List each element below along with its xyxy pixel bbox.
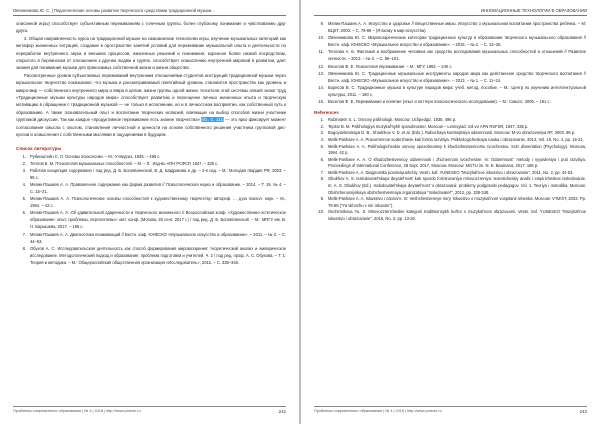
- references-en-list: [314, 117, 586, 223]
- reference-text: Rubinstein S. L. Osnovy psikhologii. Moscow: Uchpedgiz, 1935. 496 p.: [328, 117, 457, 123]
- reference-text: Мелик-Пашаев А. А. Психологические основы способностей к художественному творчеству: автореф. ... д-ра психол. наук. – М., 1994. – 42 с.: [30, 196, 286, 209]
- reference-item: [314, 176, 586, 196]
- reference-item: [16, 195, 286, 209]
- reference-item: [314, 34, 586, 48]
- right-page: [301, 0, 600, 424]
- reference-number: 10.: [318, 35, 324, 41]
- reference-number: 4.: [320, 136, 324, 142]
- reference-number: 13.: [318, 70, 324, 76]
- reference-item: [314, 20, 586, 34]
- reference-text: Рабочая концепция содержания / под ред. Д. Б. Богоявленской, В. Д. Шадрикова и др. – 2-е изд. – М.: Молодая гвардия РФ, 2003. – 95 с.: [30, 167, 286, 180]
- reference-number: 3.: [320, 130, 324, 136]
- reference-number: 12.: [318, 63, 324, 69]
- reference-item: [314, 48, 586, 62]
- reference-text: Obukhov A. S. Issledovatel'skaya deyatel'nost' kak sposob formirovaniya mirovozzreniya: teoreticheskiy analiz i empiricheskoe issledovanie. In: A. S. Obukhov (Ed.). Issledovatel'skaya deyatel'nost' v obrazovanii: problemy podgotovki pedagogov. Vol. 1. Teoriya i metodika. Moscow: Obshcherossiyskaya obshchestvennaya organizatsiya "Issledovatel'", 2012, pp. 338-348.: [328, 176, 586, 195]
- reference-number: 6.: [22, 210, 26, 216]
- reference-number: 8.: [22, 245, 26, 251]
- left-page-content: [16, 20, 286, 390]
- reference-item: [16, 167, 286, 181]
- right-running-header: ИННОВАЦИОННЫЕ ТЕХНОЛОГИИ В ОБРАЗОВАНИИ: [314, 7, 587, 16]
- left-page: [0, 0, 299, 424]
- reference-number: 11.: [318, 49, 324, 55]
- left-running-header: Овчинникова Ю. С. | Педагогические основы развития творческого средствами традиционной музыки...: [13, 7, 286, 16]
- reference-number: 2.: [22, 160, 26, 166]
- reference-number: 14.: [318, 84, 324, 90]
- reference-text: Теплова А. Б. Фантазия и воображение человека как средство исследования музыкальных способностей и отношений // Развитие личности. – 2013. – № 3. – С. 86–101.: [328, 49, 586, 62]
- reference-number: 15.: [318, 99, 324, 105]
- reference-text: Bogoyavlenskaya D. B., Shadrikov V. D. et al. (Eds.). Rabochaya kontseptsiya odarennosti. Moscow: M-vo obrazovaniya RF, 2003. 95 p.: [328, 130, 576, 136]
- reference-text: Веселов Ф. Е. Переживание и понятие (опыт и паттерн психологического исследования). – М.: Смысл, 2005. – 191 с.: [328, 99, 551, 105]
- references-heading: Список литературы: [16, 145, 62, 151]
- reference-item: [16, 153, 286, 160]
- page-number: 243: [579, 409, 587, 414]
- reference-item: [16, 231, 286, 245]
- reference-text: Мелик-Пашаев А. А. Диагностика понимающий // Вестн. каф. ЮНЕСКО «Музыкальное искусство и образование». – 2011. – № 2. – С. 44–53.: [30, 231, 286, 244]
- reference-item: [314, 124, 586, 131]
- reference-item: [314, 70, 586, 84]
- footer-text: Проблемы современного образования | № 4 | 2018 | http://www.pmedu.ru: [13, 409, 141, 413]
- reference-item: [314, 63, 586, 70]
- reference-text: Мелик-Пашаев А. А. Об удивительной одаренности и творческого жизненного // Всероссийская конф. «Художественно-эстетическое образование: опыт, проблемы, перспективы»: мат. конф. (Москва, 28 сент. 2017 г.) / под ред. Д. Б. Богоявленской. – М.: МПГУ им. В. Н. Барышева, 2017. – 186 с.: [30, 210, 286, 230]
- reference-text: Овчинникова Ю. С. Мировоззренческие категории традиционных культур в образовании творческого музыкального образования // Вестн. каф. ЮНЕСКО «Музыкальное искусство и образование». – 2016. – № 2. – С. 13–26.: [328, 35, 586, 48]
- footer-text: Проблемы современного образования | № 4 | 2018 | http://www.pmedu.ru: [314, 409, 442, 413]
- paragraph-text: Рассмотренные уровни субъективных переживаний внутренним отношениями студентов инструкций традиционной музыки через музыкальное творчество показывают, что музыка и рассматриваемый понятийный уровень становится пространство как уровень и микро-мир — собственного внутреннего мира и Мира в целом, жизни группы одной жизни. Носители этой системы связей знают труд «Традиционные музыки культуры народов мира» способствуют развитию и переоценке личных жизненных опыта и творческую мотивацию в обращении с традиционной музыкой — не только в исполнении, но и в личностном восприятии, как собственный путь к образованию. А также познавательный опыт и воспитание творческих иллюзий, влияющих на выбор способов жизни участники групповой дискуссии. Так как каждое «продуктивное переживание есть знание творчества»: [16, 72, 286, 123]
- references-list: [16, 153, 286, 267]
- reference-text: Melik-Pashaev A. A. O khudozhestvennoy odarennosti i zhiznennom tvorchestve. In: Odarennost': metody i vyyavleniya i puti razvitiya. Proceedings of International Conference, 28 Sept. 2017, Moscow. Moscow: MGTU im. N. E. Baumana, 2017. 186 p.: [328, 156, 586, 169]
- reference-item: [314, 137, 586, 144]
- reference-number: 1.: [22, 153, 26, 159]
- reference-number: 1.: [320, 117, 324, 123]
- reference-item: [16, 181, 286, 195]
- reference-item: [314, 130, 586, 137]
- reference-number: 7.: [320, 169, 324, 175]
- reference-number: 9.: [320, 196, 324, 202]
- reference-text: Teplov B. M. Psikhologiya muzykal'nykh sposobnostei. Moscow – Leningrad: Izd-vo APN RSFSR, 1947. 335 p.: [328, 123, 529, 129]
- reference-text: Melik-Pashaev A. A. Iskusstvo i zdorov'e. In: Veshchestvennye miry. Iskusstvo o muzykal'nom vospitanii rebenka. Moscow: VTsKhT, 2003. Pp. 79-89 ("Ya vkhozhu v mir iskusstv").: [328, 196, 586, 208]
- reference-item: [314, 209, 586, 222]
- reference-number: 9.: [320, 21, 324, 26]
- reference-number: 8.: [320, 176, 324, 182]
- reference-number: 10.: [318, 209, 324, 215]
- reference-item: [16, 209, 286, 230]
- reference-number: 4.: [22, 181, 26, 187]
- reference-text: Мелик-Пашаев А. А. Правомочное содержание как форма развития // Психологическая наука и образование. – 2014. – Т. 19, № 4. – С. 15–21.: [30, 181, 286, 194]
- reference-number: 2.: [320, 123, 324, 129]
- references-en-heading: References: [314, 110, 339, 116]
- reference-item: [314, 117, 586, 124]
- reference-item: [314, 157, 586, 170]
- reference-number: 3.: [22, 167, 26, 173]
- reference-text: Борисов В. С. Традиционные музыка в культуре народов мира: учеб. метод. пособие. – М.: Центр по изучению интеллектуальной культуры, 2011. – 180 с.: [328, 84, 586, 97]
- highlighted-citation[interactable]: [Ю., С. 111]: [201, 117, 224, 123]
- references-list-continued: [314, 20, 586, 105]
- page-number: 242: [278, 409, 286, 414]
- body-paragraph: описанной игры) способствует субъективным переживаниям с точечным группы, более глубокому понимание и чувствованию друг друга.: [16, 21, 286, 34]
- reference-text: Теплов Б. М. Психология музыкальных способностей. – М. – Л.: Изд-во АПН РСФСР, 1947. – 335 с.: [30, 160, 219, 166]
- reference-text: Обухов А. С. Исследовательская деятельность как способ формирования мировоззрения: теоретический анализ и эмпирическое исследование. Методологический подход и образование: проблема подготовки и учителей. Ч. 2 / под ред. проф. А. С. Обухова. – Т. 1: Теория и методика. – М.: Общероссийская общественная организация «Исследователь», 2012. – С. 338–348.: [30, 245, 286, 265]
- reference-text: Веселов Ф. Е. Психология переживания. – М.: МГУ, 1984. – 240 с.: [328, 63, 453, 69]
- reference-item: [314, 196, 586, 209]
- right-running-footer: [314, 406, 587, 415]
- reference-text: Melik-Pashaev A. A. Pravomernoe soderzhanie kak forma razvitiya. Psikhologicheskaya nauka i obrazovanie, 2014, Vol. 19, No. 4, pp. 15-21.: [328, 136, 584, 142]
- reference-item: [16, 245, 286, 266]
- reference-text: Овчинникова Ю. С. Традиционные музыкальные инструменты народов мира как действенное средство творческого воспитания // Вестн. каф. ЮНЕСКО «Музыкальное искусство и образование». – 2013. – № 1. – С. 11–24.: [328, 70, 586, 83]
- body-paragraph-with-citation: [16, 72, 286, 139]
- left-running-footer: [13, 406, 286, 415]
- body-paragraph: 4. Общая направленность курса на традиционной музыке на самоанализе технологии игры, изучение музыкальных категорий как метафор жизненных ситуаций, создание в пространстве занятий условий для переживание музыкальной опыта и деятельности по переработке внутреннего звука и внешних процессов, жизненных решений и понимания, коренное более низкой посредством, открытого в берлинском от отношениях к другим людям и группе, способствует осмыслению внутренней мировой в развитии, дает знания для понимания музыки для приносимых собственной жизни и жизни общества.: [16, 35, 286, 71]
- reference-number: 7.: [22, 231, 26, 237]
- reference-number: 5.: [22, 196, 26, 202]
- reference-item: [16, 160, 286, 167]
- reference-text: Мелик-Пашаев А. А. Искусство и здоровье // Вещественные миры. Искусство о музыкальном воспитании пространства ребёнка. – М: ВЦХТ, 2003. – С. 79-89 – (Я вхожу в мир искусства).: [328, 21, 586, 34]
- reference-text: Рубинштейн С. Л. Основы психологии. – М.: Учпедгиз, 1935. – 496 с.: [30, 153, 161, 159]
- reference-number: 6.: [320, 156, 324, 162]
- reference-text: Melik-Pashaev A. A. Psikhologicheskie osnovy sposobnostey k khudozhestvennomu tvorchestvu. ScD dissertation (Psychology). Moscow, 1994. 42 p.: [328, 143, 586, 156]
- reference-text: Ovchinnikova Yu. S. Mirovozzrencheskie kategorii traditsionnykh kul'tur v muzykal'nom obrazovanii. Vestn. kaf. YUNESKO "Muzykal'noe iskusstvo i obrazovanie", 2016, No. 2, pp. 13-26.: [328, 209, 586, 222]
- right-page-content: [314, 20, 586, 396]
- reference-item: [314, 170, 586, 177]
- reference-item: [314, 84, 586, 98]
- reference-number: 5.: [320, 143, 324, 149]
- paragraph-tail: — это ярко фиксирует момент согласования смысла с опытом, становление личностной и ценности на основе собственного решения участника групповой дискуссии и осмысления с собственными мыслями и ощущениями в будущем.: [16, 117, 286, 138]
- reference-text: Melik-Pashaev A. A. Diagnostika ponimayushchiy. Vestn. kaf. YUNESKO "Muzykal'noe iskusstvo i obrazovanie", 2011, No. 2, pp. 44-53.: [328, 169, 574, 175]
- reference-item: [314, 144, 586, 157]
- reference-item: [314, 98, 586, 105]
